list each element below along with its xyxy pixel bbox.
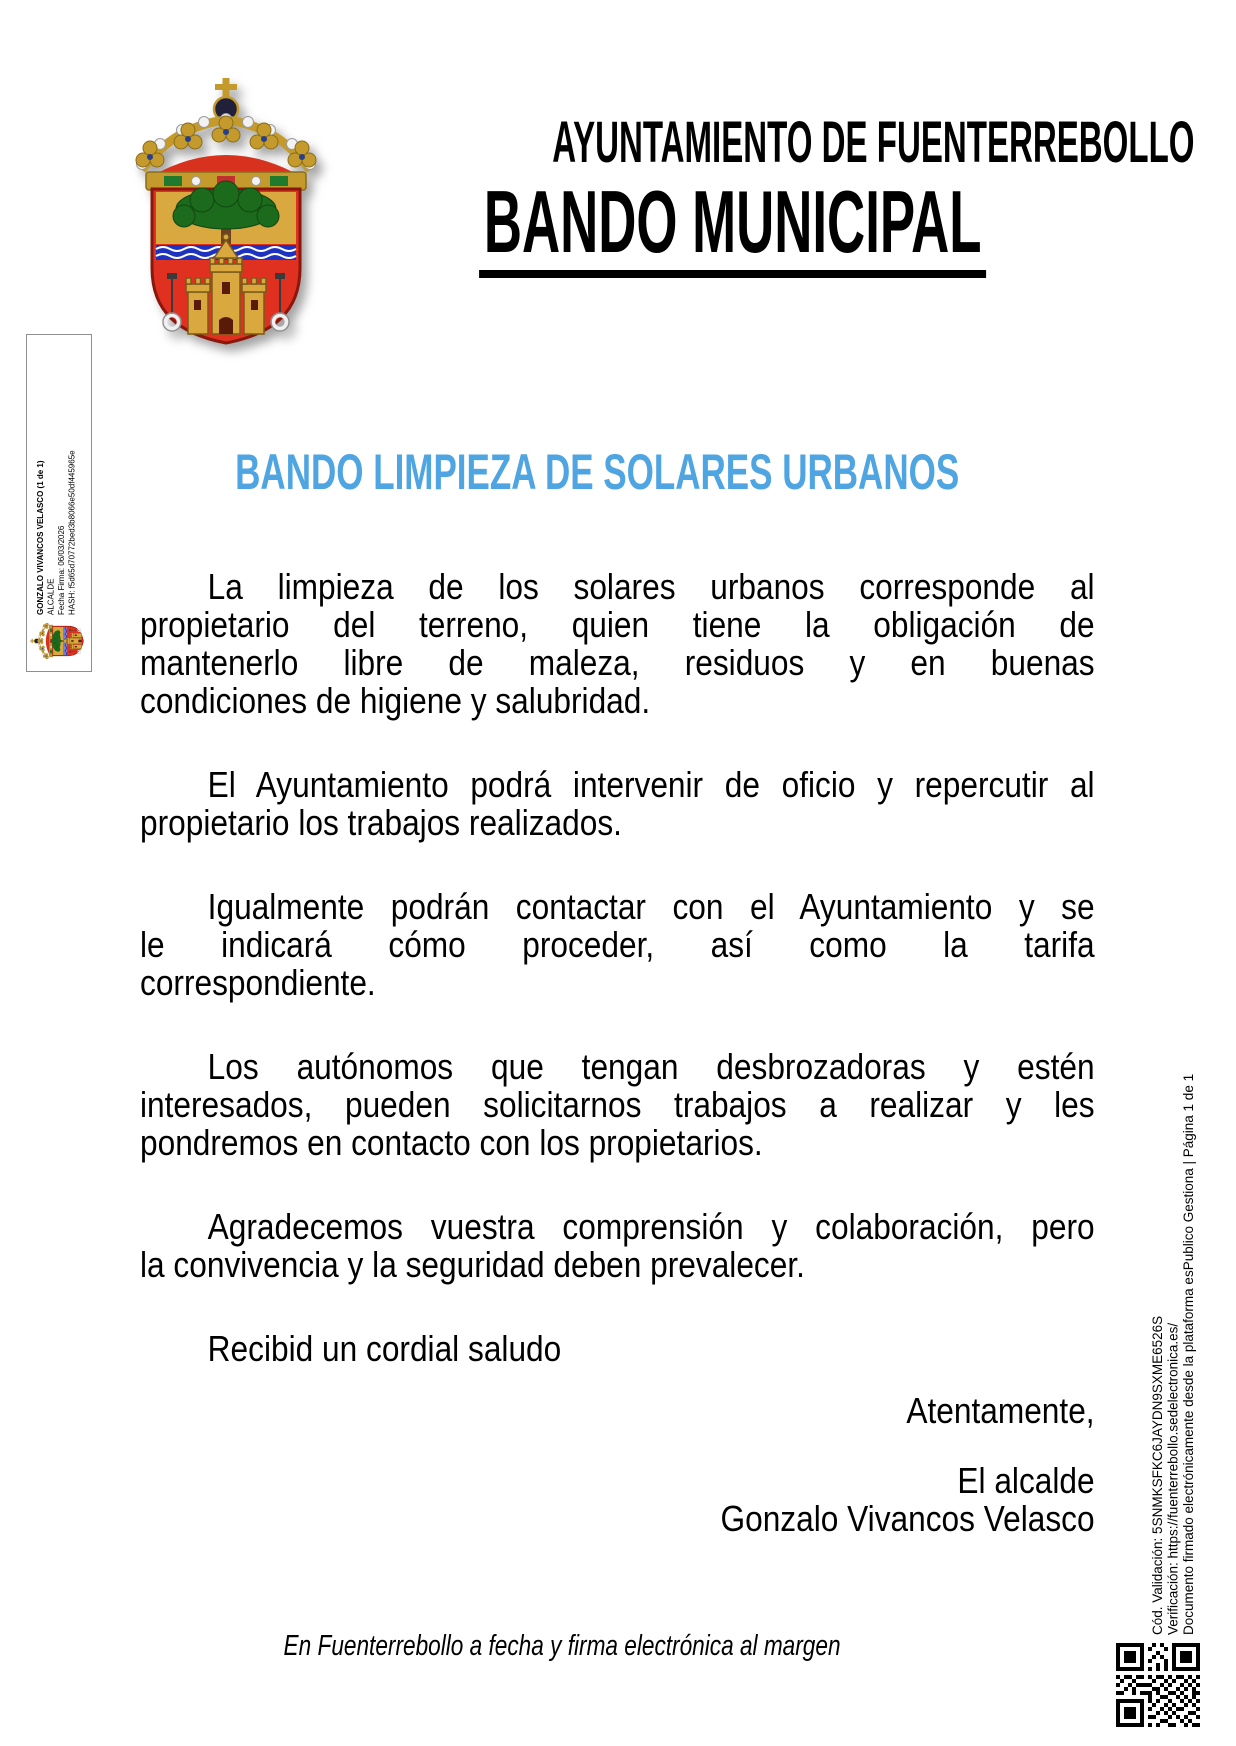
body-text-line: Igualmente podrán contactar con el Ayuntamiento y se (207, 886, 1095, 927)
body-text-line: La limpieza de los solares urbanos corresponde al (207, 566, 1095, 607)
validation-code-vertical: Cód. Validación: 5SNMKSFKC6JAYDN9SXME6526S (1150, 1315, 1165, 1635)
body-text-line: correspondiente. (140, 962, 376, 1003)
signer-role-vertical: ALCALDE (46, 578, 56, 615)
body-text-line: pondremos en contacto con los propietarios. (140, 1122, 763, 1163)
signer-name: Gonzalo Vivancos Velasco (720, 1498, 1095, 1539)
body-text-line: Agradecemos vuestra comprensión y colaboración, pero (207, 1206, 1095, 1247)
page-title: BANDO LIMPIEZA DE SOLARES URBANOS (235, 444, 960, 500)
closing-salutation: Atentamente, (906, 1390, 1095, 1431)
header-doc-type: BANDO MUNICIPAL (310, 176, 1050, 278)
body-text-line: mantenerlo libre de maleza, residuos y en buenas (140, 642, 1095, 683)
platform-note-vertical: Documento firmado electrónicamente desde la plataforma esPublico Gestiona | Página 1 de 1 (1181, 1073, 1196, 1635)
body-text-line: Los autónomos que tengan desbrozadoras y estén (207, 1046, 1095, 1087)
body-text-line: la convivencia y la seguridad deben prevalecer. (140, 1244, 805, 1285)
body-text-line: El Ayuntamiento podrá intervenir de oficio y repercutir al (207, 764, 1095, 805)
body-text-line: propietario los trabajos realizados. (140, 802, 622, 843)
document-header (310, 110, 1195, 278)
signer-name-vertical: GONZALO VIVANCOS VELASCO (1 de 1) (36, 460, 45, 615)
coat-of-arms-small-icon (30, 621, 90, 663)
body-text-line: le indicará cómo proceder, así como la tarifa (140, 924, 1095, 965)
coat-of-arms-icon (126, 76, 326, 346)
body-text-line: propietario del terreno, quien tiene la obligación de (140, 604, 1095, 645)
body-text (140, 568, 1095, 1368)
signature-block (140, 1462, 1095, 1538)
signature-hash-vertical: HASH: f5d65d70772bed3b8066e50df445965e (67, 450, 77, 615)
signature-stamp-text (36, 343, 82, 615)
right-validation-text (1150, 735, 1197, 1635)
signature-date-vertical: Fecha Firma: 06/03/2026 (57, 525, 66, 615)
qr-code-icon (1116, 1643, 1200, 1727)
header-authority: AYUNTAMIENTO DE FUENTERREBOLLO (552, 110, 1195, 175)
body-text-line: condiciones de higiene y salubridad. (140, 680, 651, 721)
signer-role: El alcalde (957, 1460, 1095, 1501)
body-text-line: Recibid un cordial saludo (207, 1328, 562, 1369)
footer-note: En Fuenterrebollo a fecha y firma electrónica al margen (284, 1630, 841, 1662)
verification-url-vertical: Verificación: https://fuenterrebollo.sedelectronica.es/ (1165, 1322, 1181, 1635)
body-text-line: interesados, pueden solicitarnos trabajos a realizar y les (140, 1084, 1095, 1125)
left-signature-box (26, 334, 92, 672)
